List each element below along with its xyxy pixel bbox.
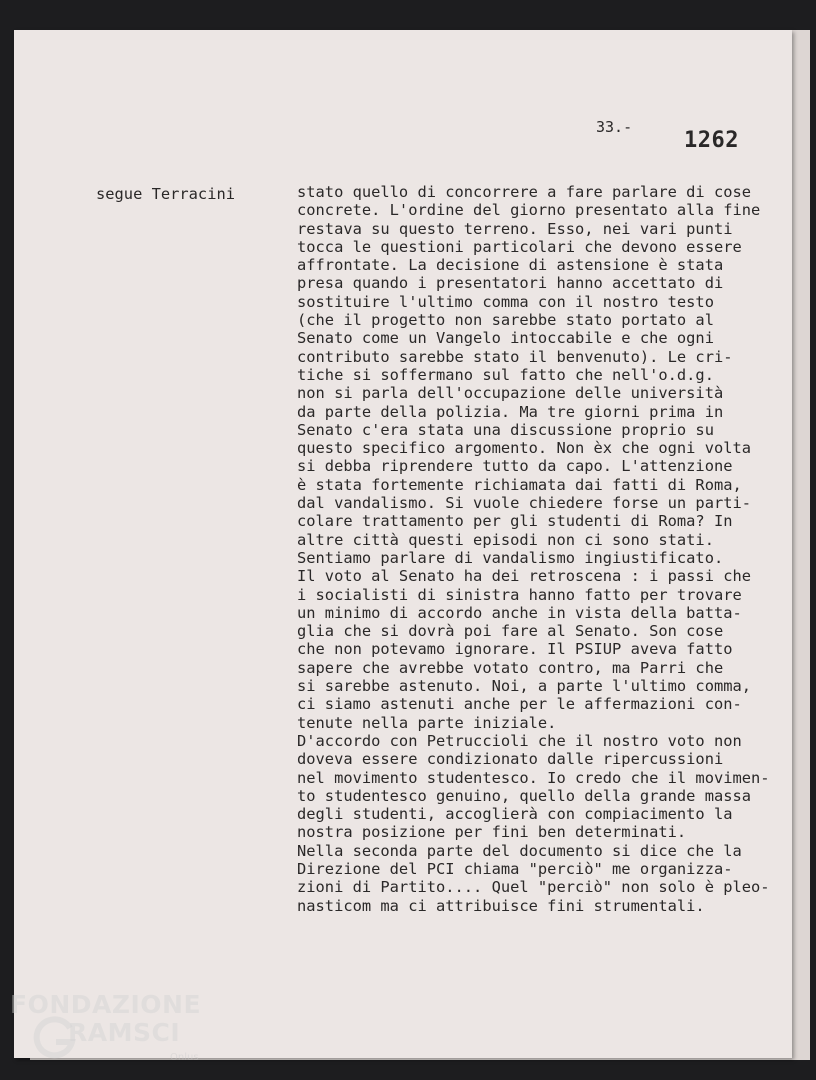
text-line: Sentiamo parlare di vandalismo ingiustificato. bbox=[297, 548, 724, 567]
text-line: non si parla dell'occupazione delle università bbox=[297, 384, 724, 403]
watermark-onlus: Onlus bbox=[170, 1052, 199, 1063]
text-line: da parte della polizia. Ma tre giorni prima in bbox=[297, 402, 724, 421]
text-line: i socialisti di sinistra hanno fatto per trovare bbox=[297, 585, 742, 604]
text-line: tocca le questioni particolari che devono essere bbox=[297, 237, 742, 256]
archive-number: 1262 bbox=[684, 128, 739, 153]
text-line: è stata fortemente richiamata dai fatti di Roma, bbox=[297, 475, 742, 494]
text-line: stato quello di concorrere a fare parlare di cose bbox=[297, 183, 752, 201]
text-line: affrontate. La decisione di astensione è stata bbox=[297, 256, 724, 275]
text-line: altre città questi episodi non ci sono stati. bbox=[297, 530, 714, 549]
text-line: tiche si soffermano sul fatto che nell'o.d.g. bbox=[297, 365, 714, 384]
speaker-label: segue Terracini bbox=[96, 185, 235, 203]
text-line: tenute nella parte iniziale. bbox=[297, 713, 557, 732]
text-line: che non potevamo ignorare. Il PSIUP aveva fatto bbox=[297, 640, 733, 659]
text-line: Senato c'era stata una discussione proprio su bbox=[297, 420, 714, 439]
text-line: un minimo di accordo anche in vista della batta- bbox=[297, 603, 742, 622]
text-line: glia che si dovrà poi fare al Senato. Son cose bbox=[297, 622, 724, 641]
text-line: concrete. L'ordine del giorno presentato alla fine bbox=[297, 201, 761, 220]
text-line: si debba riprendere tutto da capo. L'attenzione bbox=[297, 457, 733, 476]
text-line: sostituire l'ultimo comma con il nostro testo bbox=[297, 292, 714, 311]
text-line: nostra posizione per fini ben determinati. bbox=[297, 823, 687, 842]
text-line: si sarebbe astenuto. Noi, a parte l'ultimo comma, bbox=[297, 677, 752, 696]
fondazione-gramsci-watermark bbox=[10, 990, 210, 1075]
text-line: Senato come un Vangelo intoccabile e che ogni bbox=[297, 329, 714, 348]
text-line: nel movimento studentesco. Io credo che il movimen- bbox=[297, 768, 770, 787]
text-line: D'accordo con Petruccioli che il nostro voto non bbox=[297, 731, 742, 750]
text-line: restava su questo terreno. Esso, nei vari punti bbox=[297, 219, 733, 238]
text-line: zioni di Partito.... Quel "perciò" non solo è pleo- bbox=[297, 878, 770, 897]
text-line: colare trattamento per gli studenti di Roma? In bbox=[297, 512, 733, 531]
text-line: sapere che avrebbe votato contro, ma Parri che bbox=[297, 658, 724, 677]
text-line: questo specifico argomento. Non èx che ogni volta bbox=[297, 439, 752, 458]
text-line: doveva essere condizionato dalle ripercussioni bbox=[297, 750, 724, 769]
text-line: degli studenti, accoglierà con compiacimento la bbox=[297, 805, 733, 824]
document-body bbox=[297, 183, 797, 915]
text-line: (che il progetto non sarebbe stato portato al bbox=[297, 311, 714, 330]
text-line: ci siamo astenuti anche per le affermazioni con- bbox=[297, 695, 742, 714]
page-number: 33.- bbox=[596, 118, 633, 136]
text-line: to studentesco genuino, quello della grande massa bbox=[297, 786, 752, 805]
text-line: contributo sarebbe stato il benvenuto). Le cri- bbox=[297, 347, 733, 366]
watermark-line1: FONDAZIONE bbox=[10, 990, 202, 1019]
text-line: Direzione del PCI chiama "perciò" me organizza- bbox=[297, 859, 733, 878]
text-line: Nella seconda parte del documento si dice che la bbox=[297, 841, 742, 860]
text-line: Il voto al Senato ha dei retroscena : i passi che bbox=[297, 567, 752, 586]
watermark-line2: RAMSCI bbox=[68, 1018, 181, 1047]
text-line: nasticom ma ci attribuisce fini strumentali. bbox=[297, 896, 705, 915]
text-line: presa quando i presentatori hanno accettato di bbox=[297, 274, 724, 293]
text-line: dal vandalismo. Si vuole chiedere forse un parti- bbox=[297, 494, 752, 513]
